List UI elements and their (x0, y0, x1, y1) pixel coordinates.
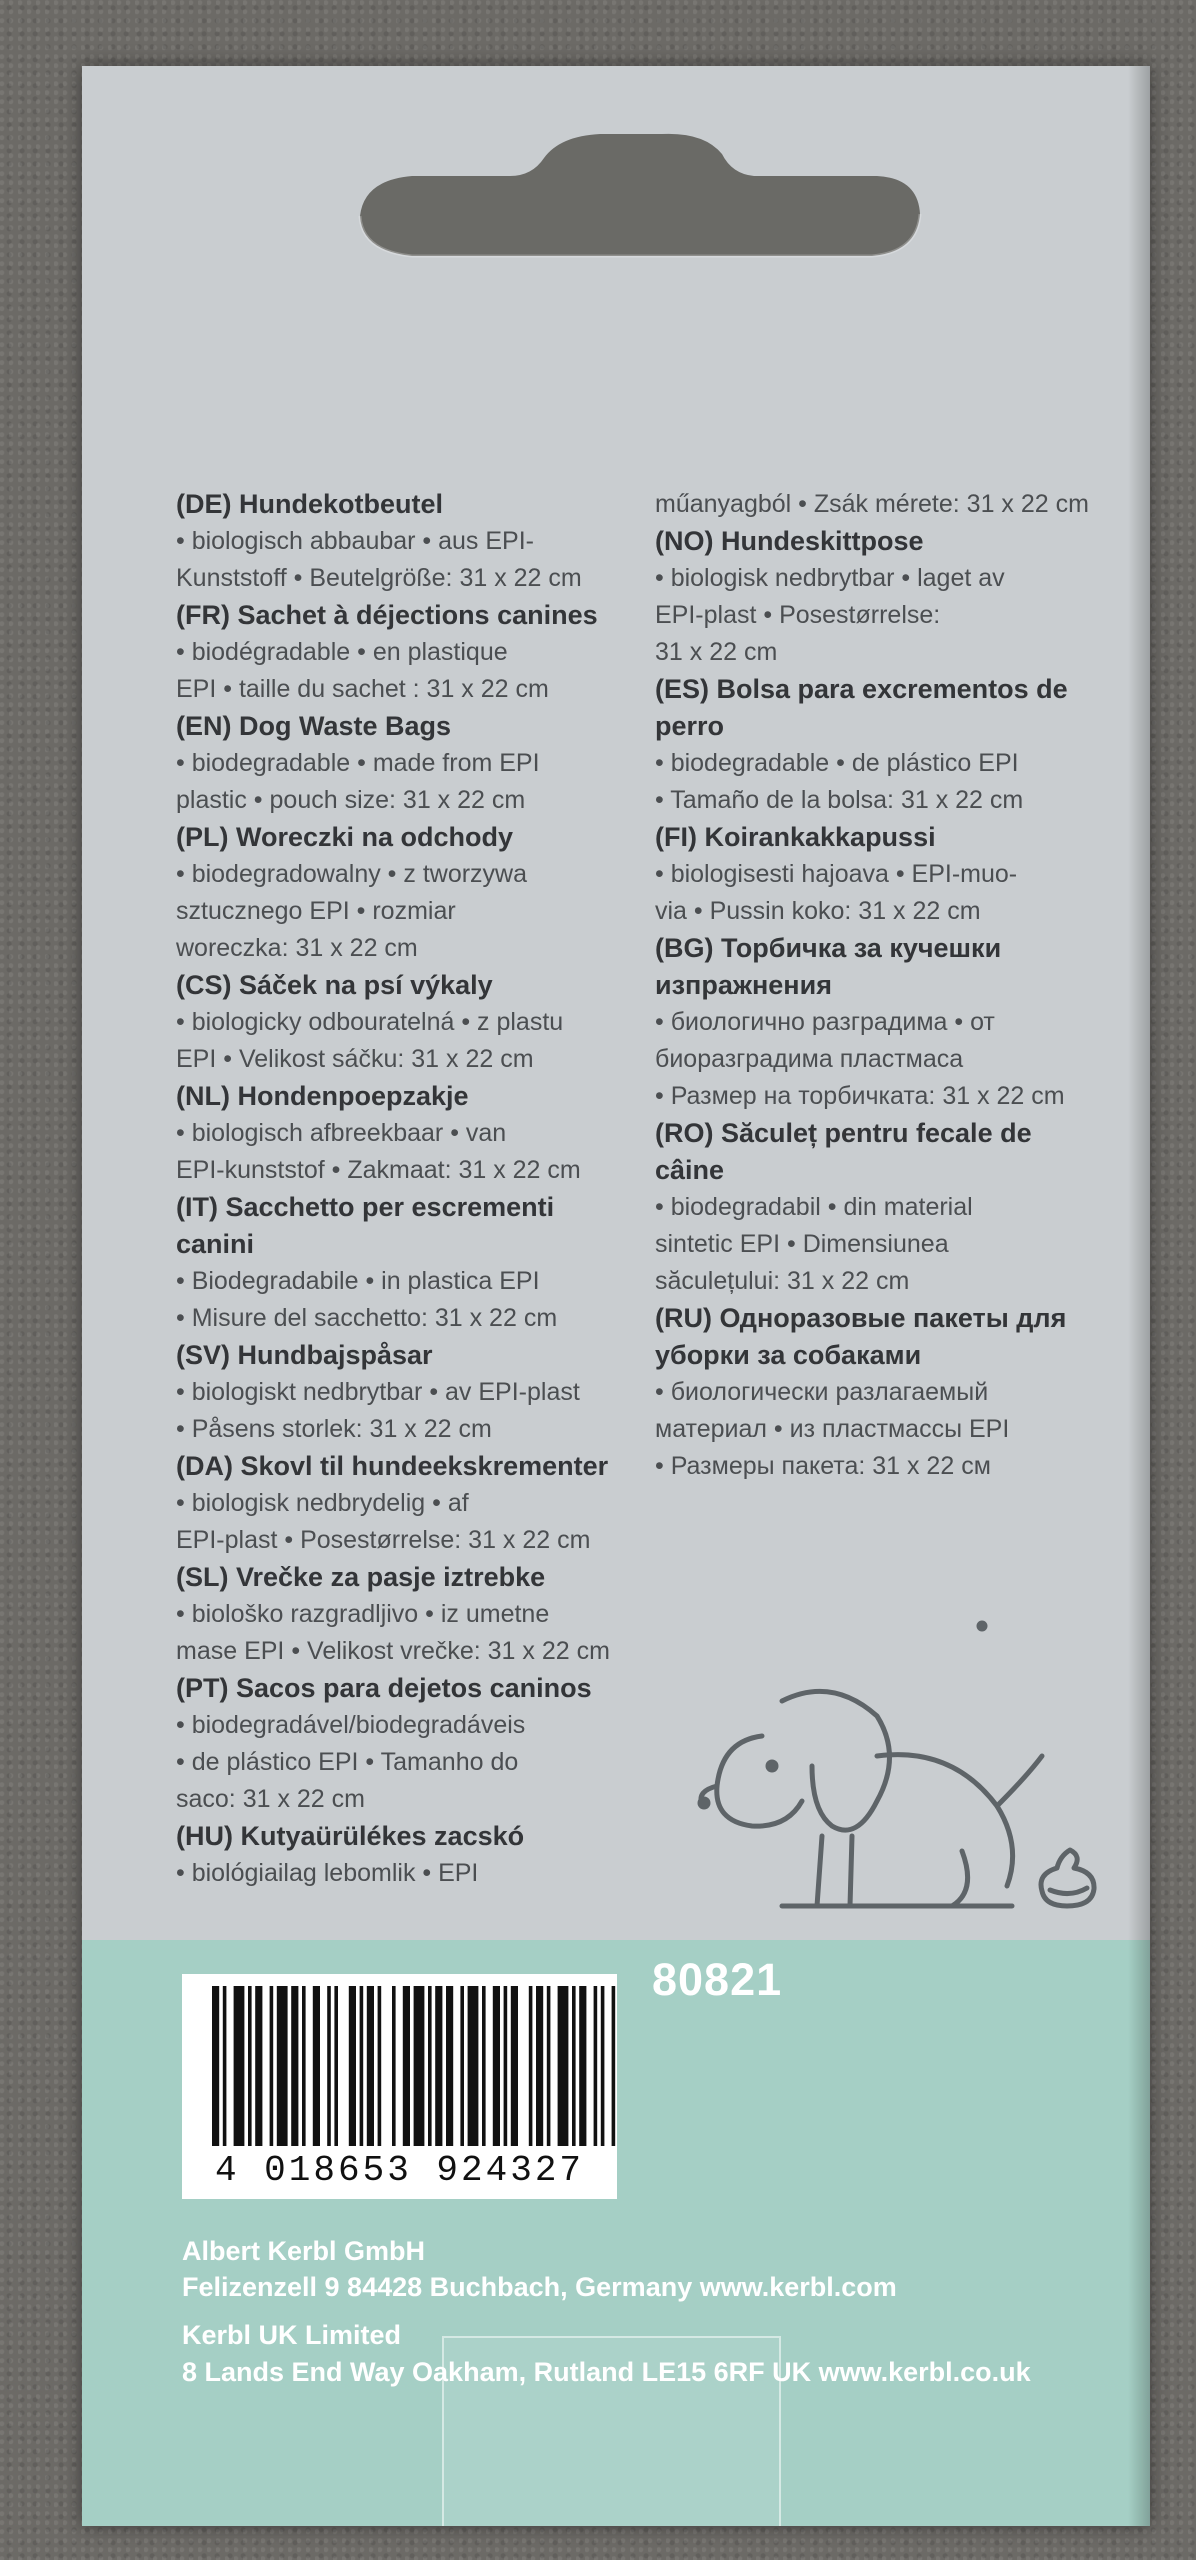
language-section (176, 1078, 706, 1189)
barcode-bar (360, 1986, 364, 2146)
section-heading-continued: уборки за собаками (655, 1340, 922, 1370)
section-line: биоразградима пластмаса (655, 1045, 964, 1073)
barcode-bar (349, 1986, 356, 2146)
barcode-bar (392, 1986, 396, 2146)
language-section (655, 486, 1125, 523)
barcode-bar (446, 1986, 453, 2146)
barcode-bar (223, 1986, 227, 2146)
barcode-bar (558, 1986, 569, 2146)
barcode-bar (378, 1986, 382, 2146)
barcode-bar (313, 1986, 320, 2146)
section-heading: (SV) Hundbajspåsar (176, 1340, 433, 1370)
section-line: • de plástico EPI • Tamanho do (176, 1748, 519, 1776)
barcode-bar (248, 1986, 252, 2146)
section-line: • biologisk nedbrytbar • laget av (655, 564, 1005, 592)
section-line: • biológiailag lebomlik • EPI (176, 1859, 479, 1887)
section-line: • biologisch afbreekbaar • van (176, 1119, 507, 1147)
section-line: • biodegradável/biodegradáveis (176, 1711, 526, 1739)
section-line: • биологично разградима • от (655, 1008, 995, 1036)
language-section (176, 1559, 706, 1670)
section-line: • biologiskt nedbrytbar • av EPI-plast (176, 1378, 580, 1406)
barcode-bar (572, 1986, 576, 2146)
section-line: mase EPI • Velikost vrečke: 31 x 22 cm (176, 1637, 610, 1665)
language-section (655, 1300, 1125, 1485)
section-line: plastic • pouch size: 31 x 22 cm (176, 786, 526, 814)
section-heading: (FR) Sachet à déjections canines (176, 600, 598, 630)
company-address: Felizenzell 9 84428 Buchbach, Germany www.kerbl.com (182, 2272, 897, 2302)
section-line: • biodegradable • de plástico EPI (655, 749, 1019, 777)
section-line: • Размеры пакета: 31 x 22 см (655, 1452, 991, 1480)
section-line: • biološko razgradljivo • iz umetne (176, 1600, 550, 1628)
barcode-bar (291, 1986, 298, 2146)
section-line: • biodegradabil • din material (655, 1193, 973, 1221)
section-heading: (CS) Sáček na psí výkaly (176, 970, 493, 1000)
section-heading: (EN) Dog Waste Bags (176, 711, 452, 741)
barcode-bar (468, 1986, 479, 2146)
section-heading: (DA) Skovl til hundeekskrementer (176, 1451, 609, 1481)
barcode-bar (367, 1986, 374, 2146)
barcode-bar (277, 1986, 288, 2146)
section-line: • Biodegradabile • in plastica EPI (176, 1267, 540, 1295)
barcode-bar (334, 1986, 338, 2146)
section-line: műanyagból • Zsák mérete: 31 x 22 cm (655, 490, 1089, 518)
barcode-bar (511, 1986, 518, 2146)
barcode-bar (612, 1986, 616, 2146)
uk-company-address: 8 Lands End Way Oakham, Rutland LE15 6RF UK www.kerbl.co.uk (182, 2357, 1031, 2387)
section-line: • Påsens storlek: 31 x 22 cm (176, 1415, 492, 1443)
section-line: • biologicky odbouratelná • z plastu (176, 1008, 564, 1036)
text-column-left (176, 486, 706, 1892)
language-section (176, 1818, 706, 1892)
section-heading-continued: perro (655, 711, 725, 741)
section-line: EPI • taille du sachet : 31 x 22 cm (176, 675, 549, 703)
barcode-bar (601, 1986, 605, 2146)
barcode-bar (579, 1986, 586, 2146)
barcode-bar (435, 1986, 442, 2146)
uk-company-name: Kerbl UK Limited (182, 2320, 402, 2350)
barcode-bar (234, 1986, 245, 2146)
section-line: • Misure del sacchetto: 31 x 22 cm (176, 1304, 558, 1332)
section-heading: (NL) Hondenpoepzakje (176, 1081, 469, 1111)
section-heading-continued: câine (655, 1155, 725, 1185)
language-section (176, 819, 706, 967)
section-heading-continued: canini (176, 1229, 255, 1259)
language-section (176, 597, 706, 708)
barcode-bar (255, 1986, 262, 2146)
language-section (176, 1189, 706, 1337)
barcode-bar (594, 1986, 598, 2146)
section-heading: (PL) Woreczki na odchody (176, 822, 514, 852)
barcode-bar (529, 1986, 533, 2146)
section-line: • biologisch abbaubar • aus EPI- (176, 527, 534, 555)
section-line: материал • из пластмассы EPI (655, 1415, 1010, 1443)
barcode-bar (547, 1986, 551, 2146)
barcode (182, 1974, 617, 2199)
section-line: EPI-kunststof • Zakmaat: 31 x 22 cm (176, 1156, 581, 1184)
section-line: săculețului: 31 x 22 cm (655, 1267, 910, 1295)
section-heading: (HU) Kutyaürülékes zacskó (176, 1821, 525, 1851)
language-section (655, 819, 1125, 930)
barcode-bar (212, 1986, 219, 2146)
section-line: 31 x 22 cm (655, 638, 778, 666)
section-heading: (DE) Hundekotbeutel (176, 489, 443, 519)
language-section (176, 1337, 706, 1448)
section-heading: (RU) Одноразовые пакеты для (655, 1303, 1067, 1333)
section-line: • biodégradable • en plastique (176, 638, 508, 666)
barcode-digits: 4 018653 924327 (214, 2150, 585, 2191)
barcode-bar (504, 1986, 508, 2146)
section-line: • биологически разлагаемый (655, 1378, 989, 1406)
section-line: • biologisk nedbrydelig • af (176, 1489, 469, 1517)
language-section (655, 671, 1125, 819)
language-section (176, 967, 706, 1078)
section-heading: (PT) Sacos para dejetos caninos (176, 1673, 592, 1703)
section-line: • biologisesti hajoava • EPI-muo- (655, 860, 1018, 888)
barcode-bar (493, 1986, 500, 2146)
barcode-bar (270, 1986, 274, 2146)
box-tab (442, 2336, 781, 2526)
language-section (176, 1448, 706, 1559)
section-line: via • Pussin koko: 31 x 22 cm (655, 897, 981, 925)
hang-hole-icon (82, 66, 1150, 366)
language-section (176, 708, 706, 819)
barcode-bar (403, 1986, 410, 2146)
company-name: Albert Kerbl GmbH (182, 2236, 426, 2266)
section-line: woreczka: 31 x 22 cm (176, 934, 418, 962)
section-line: • biodegradable • made from EPI (176, 749, 540, 777)
section-line: saco: 31 x 22 cm (176, 1785, 365, 1813)
section-line: Kunststoff • Beutelgröße: 31 x 22 cm (176, 564, 582, 592)
box-edge-shadow (1128, 66, 1150, 2526)
section-line: EPI • Velikost sáčku: 31 x 22 cm (176, 1045, 534, 1073)
section-line: EPI-plast • Posestørrelse: 31 x 22 cm (176, 1526, 591, 1554)
section-heading: (BG) Торбичка за кучешки (655, 933, 1002, 963)
section-heading: (NO) Hundeskittpose (655, 526, 924, 556)
section-line: • Tamaño de la bolsa: 31 x 22 cm (655, 786, 1024, 814)
barcode-bar (428, 1986, 432, 2146)
language-section (655, 523, 1125, 671)
language-section (655, 930, 1125, 1115)
section-heading: (ES) Bolsa para excrementos de (655, 674, 1068, 704)
section-heading: (FI) Koirankakkapussi (655, 822, 936, 852)
section-line: sintetic EPI • Dimensiunea (655, 1230, 949, 1258)
barcode-bar (482, 1986, 486, 2146)
barcode-bar (327, 1986, 331, 2146)
barcode-bar (536, 1986, 543, 2146)
section-line: sztucznego EPI • rozmiar (176, 897, 456, 925)
language-section (176, 1670, 706, 1818)
text-column-right (655, 486, 1125, 1485)
barcode-bar (414, 1986, 425, 2146)
product-box-back (82, 66, 1150, 2526)
language-section (176, 486, 706, 597)
section-heading-continued: изпражнения (655, 970, 832, 1000)
section-heading: (IT) Sacchetto per escrementi (176, 1192, 555, 1222)
section-line: • Размер на торбичката: 31 x 22 cm (655, 1082, 1065, 1110)
section-line: EPI-plast • Posestørrelse: (655, 601, 941, 629)
barcode-bar (302, 1986, 306, 2146)
language-section (655, 1115, 1125, 1300)
article-number: 80821 (652, 1954, 783, 2005)
barcode-bar (460, 1986, 464, 2146)
section-heading: (SL) Vrečke za pasje iztrebke (176, 1562, 546, 1592)
dog-and-poop-icon (662, 1606, 1102, 1936)
section-heading: (RO) Săculeț pentru fecale de (655, 1118, 1032, 1148)
section-line: • biodegradowalny • z tworzywa (176, 860, 528, 888)
